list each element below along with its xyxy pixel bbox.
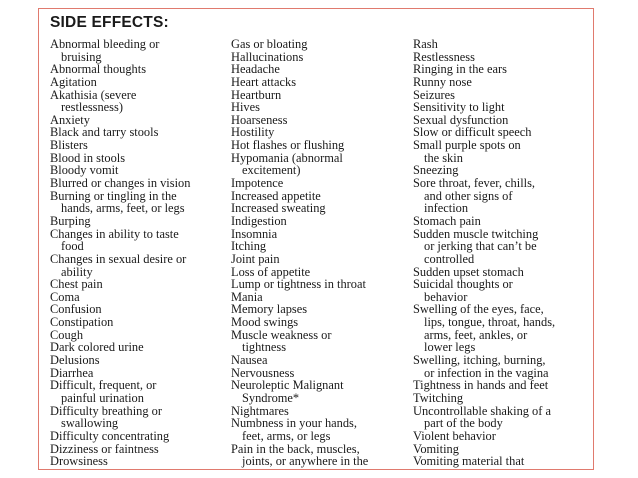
side-effect-line: Hives [231, 100, 260, 115]
side-effect-line: Seizures [413, 87, 455, 102]
side-effect-line: Swelling of the eyes, face, [413, 302, 544, 317]
side-effect-line: Swelling, itching, burning, [413, 353, 546, 368]
side-effect-line-continuation: food [61, 239, 84, 254]
side-effect-line-continuation: or infection in the vagina [424, 365, 549, 380]
side-effect-line: Joint pain [231, 251, 280, 266]
side-effect-line: Small purple spots on [413, 138, 521, 153]
side-effect-line: Burning or tingling in the [50, 188, 177, 203]
side-effect-line: Hypomania (abnormal [231, 150, 343, 165]
side-effect-line-continuation: behavior [424, 289, 468, 304]
side-effects-heading: SIDE EFFECTS: [50, 14, 169, 31]
side-effect-line: Abnormal bleeding or [50, 37, 160, 51]
side-effect-line: Muscle weakness or [231, 327, 332, 342]
side-effect-line: Cough [50, 327, 84, 342]
side-effects-column-1 [50, 38, 226, 468]
side-effect-line: Mania [231, 289, 263, 304]
side-effect-line: Insomnia [231, 226, 278, 241]
side-effect-line-continuation: controlled [424, 251, 475, 266]
side-effect-line: Blood in stools [50, 150, 126, 165]
side-effect-line: Slow or difficult speech [413, 125, 532, 140]
side-effect-line-continuation: part of the body [424, 416, 503, 431]
side-effect-line: Dizziness or faintness [50, 441, 159, 456]
side-effect-line: Headache [231, 62, 280, 77]
side-effect-line: Nervousness [231, 365, 295, 380]
side-effect-line: Pain in the back, muscles, [231, 441, 360, 456]
side-effect-line: Difficulty breathing or [50, 403, 162, 418]
side-effects-column-3 [413, 38, 593, 468]
side-effect-line: Coma [50, 289, 80, 304]
side-effect-line-continuation: lips, tongue, throat, hands, [424, 315, 556, 330]
side-effect-line-continuation: excitement) [242, 163, 301, 178]
side-effect-line: Confusion [50, 302, 102, 317]
side-effect-line: Tightness in hands and feet [413, 378, 549, 393]
side-effect-line-continuation: and other signs of [424, 188, 513, 203]
side-effect-line: Vomiting [413, 441, 459, 456]
side-effect-line: Anxiety [50, 112, 90, 127]
side-effect-line: Neuroleptic Malignant [231, 378, 344, 393]
side-effect-line: Bloody vomit [50, 163, 119, 178]
side-effect-line: Nightmares [231, 403, 289, 418]
side-effect-line: Black and tarry stools [50, 125, 159, 140]
side-effect-line-continuation: or jerking that can’t be [424, 239, 537, 254]
side-effect-line-continuation: ability [61, 264, 93, 279]
side-effect-line: Stomach pain [413, 213, 481, 228]
side-effect-line: Sexual dysfunction [413, 112, 509, 127]
side-effect-line: Itching [231, 239, 267, 254]
side-effect-line: Mood swings [231, 315, 299, 330]
side-effect-line: Increased appetite [231, 188, 321, 203]
side-effect-line: Uncontrollable shaking of a [413, 403, 551, 418]
side-effect-line-continuation: infection [424, 201, 469, 216]
side-effect-line: Indigestion [231, 213, 287, 228]
side-effect-line: Sudden upset stomach [413, 264, 524, 279]
side-effect-line-continuation: arms, feet, ankles, or [424, 327, 528, 342]
side-effect-line: Impotence [231, 176, 284, 191]
side-effect-line-continuation: joints, or anywhere in the [242, 454, 369, 469]
side-effect-line: Burping [50, 213, 91, 228]
side-effect-line: Ringing in the ears [413, 62, 507, 77]
side-effect-line: Blurred or changes in vision [50, 176, 191, 191]
side-effect-line-continuation: tightness [242, 340, 287, 355]
side-effect-line: Dark colored urine [50, 340, 144, 355]
side-effect-line: Lump or tightness in throat [231, 277, 366, 292]
side-effect-line-continuation: the skin [424, 150, 463, 165]
side-effect-line: Vomiting material that [413, 454, 525, 469]
side-effect-line: Restlessness [413, 49, 475, 64]
side-effect-line: Numbness in your hands, [231, 416, 357, 431]
side-effect-line: Sensitivity to light [413, 100, 505, 115]
side-effect-line: Difficult, frequent, or [50, 378, 157, 393]
side-effect-line: Constipation [50, 315, 114, 330]
side-effect-line: Heart attacks [231, 74, 297, 89]
side-effect-line: Hallucinations [231, 49, 304, 64]
side-effect-line: Suicidal thoughts or [413, 277, 513, 292]
side-effect-line-continuation: bruising [61, 49, 102, 64]
side-effect-line: Nausea [231, 353, 268, 368]
side-effect-line: Loss of appetite [231, 264, 311, 279]
side-effect-line: Difficulty concentrating [50, 428, 170, 443]
side-effect-line: Diarrhea [50, 365, 94, 380]
side-effect-line: Agitation [50, 74, 97, 89]
side-effect-line: Hot flashes or flushing [231, 138, 345, 153]
side-effect-line: Hostility [231, 125, 275, 140]
side-effect-line: Increased sweating [231, 201, 326, 216]
side-effect-line-continuation: hands, arms, feet, or legs [61, 201, 185, 216]
side-effect-line: Sore throat, fever, chills, [413, 176, 535, 191]
side-effect-line-continuation: Syndrome* [242, 390, 300, 405]
side-effect-line: Sudden muscle twitching [413, 226, 539, 241]
side-effect-line-continuation: feet, arms, or legs [242, 428, 331, 443]
side-effect-line: Sneezing [413, 163, 459, 178]
side-effect-line-continuation: painful urination [61, 390, 144, 405]
side-effect-line-continuation: restlessness) [61, 100, 123, 115]
side-effect-line: Abnormal thoughts [50, 62, 147, 77]
side-effect-line: Hoarseness [231, 112, 288, 127]
side-effect-line: Gas or bloating [231, 37, 308, 51]
side-effect-line: Akathisia (severe [50, 87, 137, 102]
side-effect-line: Rash [413, 37, 438, 51]
side-effect-line: Drowsiness [50, 454, 108, 469]
side-effect-line: Twitching [413, 390, 464, 405]
side-effects-column-2 [231, 38, 409, 468]
side-effect-line: Violent behavior [413, 428, 496, 443]
side-effect-line: Changes in ability to taste [50, 226, 179, 241]
side-effect-line: Memory lapses [231, 302, 308, 317]
side-effect-line: Chest pain [50, 277, 103, 292]
side-effect-line: Blisters [50, 138, 88, 153]
side-effect-line: Runny nose [413, 74, 472, 89]
side-effect-line-continuation: swallowing [61, 416, 119, 431]
side-effect-line-continuation: lower legs [424, 340, 476, 355]
side-effect-line: Delusions [50, 353, 100, 368]
side-effect-line: Changes in sexual desire or [50, 251, 187, 266]
side-effect-line: Heartburn [231, 87, 282, 102]
